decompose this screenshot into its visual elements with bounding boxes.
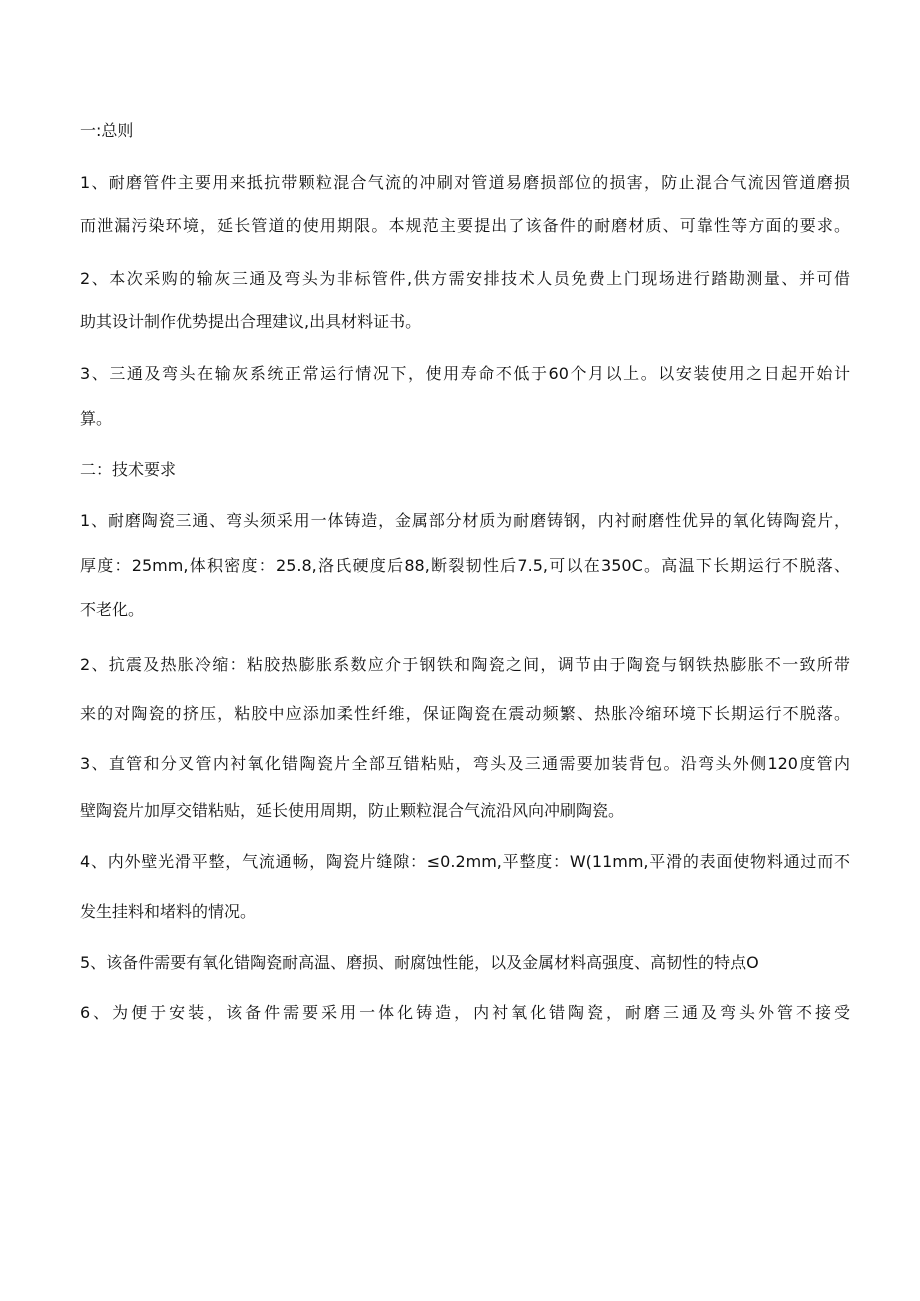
section2-paragraph1-line2: 厚度：25mm,体积密度：25.8,洛氏硬度后88,断裂韧性后7.5,可以在350C。高温下长期运行不脱落、 bbox=[80, 556, 850, 575]
section2-paragraph2-line1: 2、抗震及热胀冷缩：粘胶热膨胀系数应介于钢铁和陶瓷之间，调节由于陶瓷与钢铁热膨胀不一致所带 bbox=[80, 655, 850, 674]
section2-heading: 二：技术要求 bbox=[80, 460, 177, 479]
section2-paragraph3-line2: 壁陶瓷片加厚交错粘贴，延长使用周期，防止颗粒混合气流沿风向冲刷陶瓷。 bbox=[80, 801, 625, 820]
section1-paragraph3-line1: 3、三通及弯头在输灰系统正常运行情况下，使用寿命不低于60个月以上。以安装使用之日起开始计 bbox=[80, 364, 850, 383]
section2-paragraph1-line3: 不老化。 bbox=[80, 600, 145, 619]
section1-paragraph2-line1: 2、本次采购的输灰三通及弯头为非标管件,供方需安排技术人员免费上门现场进行踏勘测量、并可借 bbox=[80, 269, 850, 288]
section2-paragraph4-line1: 4、内外壁光滑平整，气流通畅，陶瓷片缝隙：≤0.2mm,平整度：W(11mm,平滑的表面使物料通过而不 bbox=[80, 852, 850, 871]
section2-paragraph3-line1: 3、直管和分叉管内衬氧化错陶瓷片全部互错粘贴，弯头及三通需要加装背包。沿弯头外侧120度管内 bbox=[80, 754, 850, 773]
section1-paragraph1-line2: 而泄漏污染环境，延长管道的使用期限。本规范主要提出了该备件的耐磨材质、可靠性等方面的要求。 bbox=[80, 216, 850, 235]
section1-paragraph2-line2: 助其设计制作优势提出合理建议,出具材料证书。 bbox=[80, 312, 422, 331]
section2-paragraph4-line2: 发生挂料和堵料的情况。 bbox=[80, 902, 257, 921]
section1-paragraph3-line2: 算。 bbox=[80, 409, 113, 428]
section1-paragraph1-line1: 1、耐磨管件主要用来抵抗带颗粒混合气流的冲刷对管道易磨损部位的损害，防止混合气流因管道磨损 bbox=[80, 173, 850, 192]
section2-paragraph6-line1: 6、为便于安装，该备件需要采用一体化铸造，内衬氧化错陶瓷，耐磨三通及弯头外管不接受 bbox=[80, 1003, 850, 1022]
section2-paragraph5-line1: 5、该备件需要有氧化错陶瓷耐高温、磨损、耐腐蚀性能，以及金属材料高强度、高韧性的特点O bbox=[80, 953, 759, 972]
section1-heading: 一:总则 bbox=[80, 121, 134, 140]
section2-paragraph1-line1: 1、耐磨陶瓷三通、弯头须采用一体铸造，金属部分材质为耐磨铸钢，内衬耐磨性优异的氧化铸陶瓷片， bbox=[80, 511, 850, 530]
section2-paragraph2-line2: 来的对陶瓷的挤压，粘胶中应添加柔性纤维，保证陶瓷在震动频繁、热胀冷缩环境下长期运行不脱落。 bbox=[80, 704, 850, 723]
